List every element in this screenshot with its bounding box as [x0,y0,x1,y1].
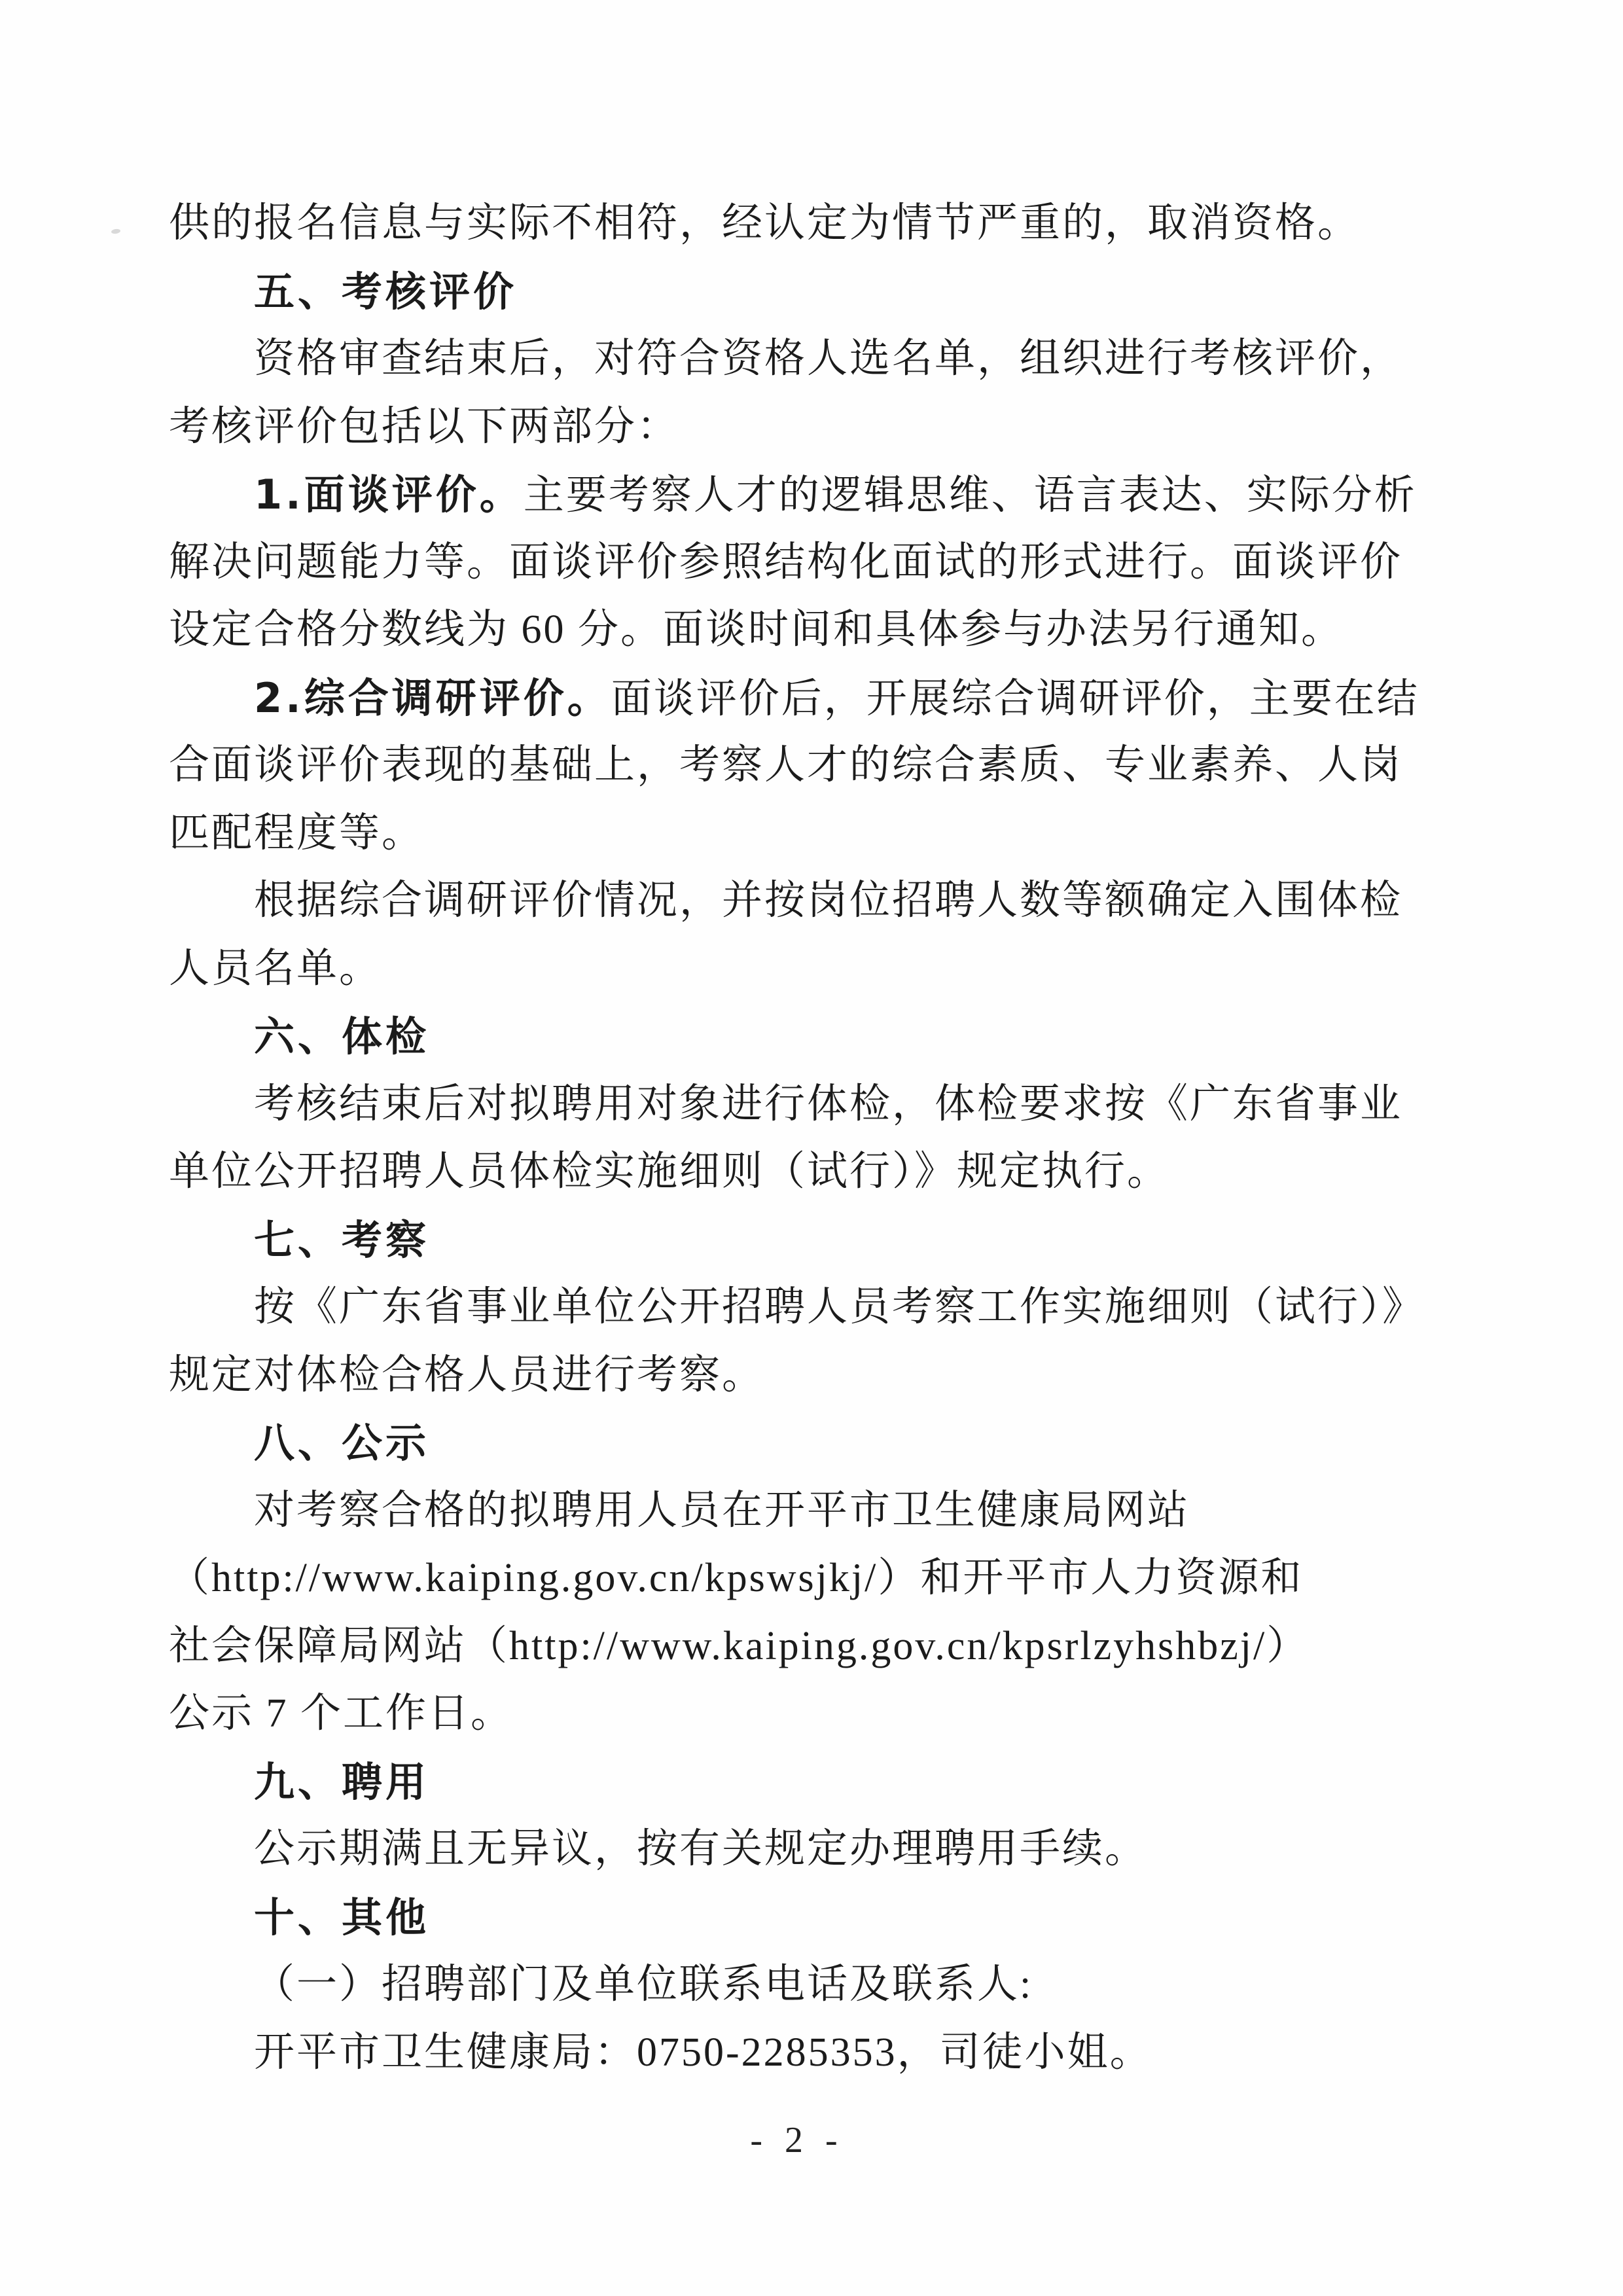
section-heading [169,1748,1452,1816]
body-text-segment: 资格审查结束后，对符合资格人选名单，组织进行考核评价， [254,336,1403,381]
section-heading [169,1206,1452,1274]
body-text-segment: （http://www.kaiping.gov.cn/kpswsjkj/）和开平市人力资源和 [169,1556,1304,1600]
body-text-segment: 公示期满且无异议，按有关规定办理聘用手续。 [254,1827,1148,1871]
body-text-segment: 匹配程度等。 [169,810,425,855]
bold-text-segment: 八、公示 [254,1419,430,1467]
body-text-segment: 合面谈评价表现的基础上，考察人才的综合素质、专业素养、人岗 [169,743,1403,787]
body-text-segment: （一）招聘部门及单位联系电话及联系人: [254,1962,1033,2007]
body-text-segment: 根据综合调研评价情况，并按岗位招聘人数等额确定入围体检 [254,878,1403,923]
text-line [169,800,1452,868]
text-line [169,1816,1452,1884]
bold-text-segment: 六、体检 [254,1013,430,1060]
body-text-segment: 公示 7 个工作日。 [169,1691,514,1736]
bold-text-segment: 九、聘用 [254,1757,430,1806]
body-text-segment: 人员名单。 [169,946,382,991]
section-heading [169,1884,1452,1952]
text-line [169,1680,1452,1748]
text-line [169,529,1452,597]
body-text-segment: 社会保障局网站（http://www.kaiping.gov.cn/kpsrlzyhshbzj/） [169,1623,1310,1668]
bold-text-segment: 七、考察 [254,1215,430,1264]
text-line [169,1951,1452,2019]
text-line [169,732,1452,800]
bold-text-segment: 2.综合调研评价。 [254,673,611,722]
section-heading [169,1409,1452,1477]
body-text-segment: 单位公开招聘人员体检实施细则（试行）》规定执行。 [169,1149,1170,1194]
text-line [169,867,1452,935]
body-text-segment: 考核评价包括以下两部分： [169,404,680,449]
body-text-segment: 面谈评价后，开展综合调研评价，主要在结 [611,676,1419,721]
body-text-segment: 考核结束后对拟聘用对象进行体检，体检要求按《广东省事业 [254,1081,1403,1126]
text-line [169,1613,1452,1681]
text-line [169,1138,1452,1206]
body-text-segment: 主要考察人才的逻辑思维、语言表达、实际分析 [523,473,1417,518]
section-heading [169,1003,1452,1071]
body-text-segment: 规定对体检合格人员进行考察。 [169,1352,765,1397]
bold-text-segment: 1.面谈评价。 [254,471,524,518]
text-line [169,1342,1452,1410]
body-text-segment: 开平市卫生健康局：0750-2285353，司徒小姐。 [254,2030,1152,2075]
section-heading [169,258,1452,326]
document-body [169,190,1452,2087]
text-line [169,596,1452,664]
text-line [169,935,1452,1003]
text-line [169,1071,1452,1139]
text-line [169,1274,1452,1342]
text-line [169,1545,1452,1613]
body-text-segment: 对考察合格的拟聘用人员在开平市卫生健康局网站 [254,1488,1190,1533]
text-line [169,2019,1452,2087]
text-line [169,461,1452,529]
body-text-segment: 按《广东省事业单位公开招聘人员考察工作实施细则（试行）》 [254,1285,1425,1329]
body-text-segment: 设定合格分数线为 60 分。面谈时间和具体参与办法另行通知。 [169,607,1344,652]
text-line [169,393,1452,461]
text-line [169,325,1452,393]
bold-text-segment: 十、其他 [254,1893,430,1941]
bold-text-segment: 五、考核评价 [254,267,518,315]
text-line [169,190,1452,258]
scan-artifact [111,228,121,234]
body-text-segment: 解决问题能力等。面谈评价参照结构化面试的形式进行。面谈评价 [169,539,1403,584]
text-line [169,1477,1452,1545]
body-text-segment: 供的报名信息与实际不相符，经认定为情节严重的，取消资格。 [169,201,1361,245]
text-line [169,664,1452,732]
page-number: - 2 - [750,2120,844,2161]
